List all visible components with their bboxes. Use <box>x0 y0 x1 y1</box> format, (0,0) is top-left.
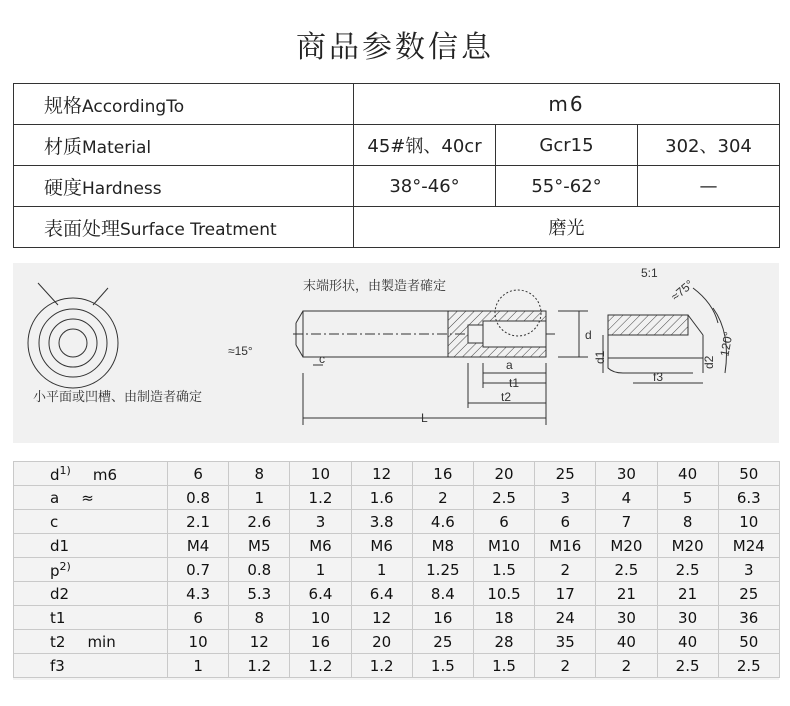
table-cell: 1 <box>351 558 412 582</box>
table-cell: 2 <box>535 558 596 582</box>
label-d1: d1 <box>593 350 607 364</box>
spec-label <box>14 125 354 166</box>
table-cell: 25 <box>412 630 473 654</box>
end-view-circle <box>49 319 97 367</box>
spec-value: 磨光 <box>354 207 780 248</box>
row-key-qualifier: ≈ <box>81 488 94 507</box>
row-key <box>14 486 168 510</box>
spec-row-material <box>14 125 780 166</box>
row-key-label: d <box>50 465 60 484</box>
table-cell: 20 <box>351 630 412 654</box>
table-cell: 30 <box>657 606 718 630</box>
table-cell: 10 <box>290 606 351 630</box>
table-cell: 10.5 <box>473 582 534 606</box>
table-row <box>14 582 780 606</box>
table-cell: 21 <box>596 582 657 606</box>
label-d2: d2 <box>702 355 716 369</box>
angle-75: ≈75° <box>668 277 697 304</box>
detail-hatch <box>608 315 688 335</box>
row-key-footnote: 2) <box>59 559 71 573</box>
spec-label <box>14 166 354 207</box>
table-cell: 10 <box>718 510 779 534</box>
table-cell: 1.5 <box>412 654 473 678</box>
table-cell: 2.5 <box>473 486 534 510</box>
scale-label: 5:1 <box>641 266 658 280</box>
end-view-circle-inner <box>59 329 87 357</box>
table-cell: 1.2 <box>290 486 351 510</box>
table-cell: 2 <box>412 486 473 510</box>
table-cell: M20 <box>657 534 718 558</box>
table-cell: 2.5 <box>718 654 779 678</box>
table-cell: 8 <box>229 606 290 630</box>
row-key <box>14 534 168 558</box>
table-cell: M6 <box>290 534 351 558</box>
table-cell: 40 <box>657 630 718 654</box>
table-cell: 30 <box>596 462 657 486</box>
table-cell: M16 <box>535 534 596 558</box>
label-en: Surface Treatment <box>120 219 277 240</box>
spec-label <box>14 84 354 125</box>
table-cell: 12 <box>229 630 290 654</box>
row-key-label: t2 <box>50 632 66 651</box>
label-en: AccordingTo <box>82 96 185 117</box>
table-row <box>14 606 780 630</box>
spec-row-according-to <box>14 84 780 125</box>
spec-table <box>13 83 780 248</box>
table-cell: 18 <box>473 606 534 630</box>
table-cell: 20 <box>473 462 534 486</box>
table-cell: M5 <box>229 534 290 558</box>
table-cell: 2.1 <box>168 510 229 534</box>
row-key-label: t1 <box>50 608 66 627</box>
table-row <box>14 510 780 534</box>
table-cell: 8 <box>657 510 718 534</box>
spec-value: 45#钢、40cr <box>354 125 496 166</box>
table-row <box>14 630 780 654</box>
table-cell: 50 <box>718 630 779 654</box>
angle-120: 120° <box>717 330 736 358</box>
row-key-qualifier: min <box>87 632 116 651</box>
table-cell: 5 <box>657 486 718 510</box>
row-key-footnote: 1) <box>59 463 71 477</box>
row-key <box>14 630 168 654</box>
table-cell: M4 <box>168 534 229 558</box>
table-cell: 6 <box>473 510 534 534</box>
table-cell: 7 <box>596 510 657 534</box>
row-key-label: c <box>50 512 59 531</box>
spec-row-hardness <box>14 166 780 207</box>
label-cn: 规格 <box>44 94 83 117</box>
table-cell: 16 <box>412 606 473 630</box>
spec-value: 55°-62° <box>496 166 638 207</box>
table-cell: 4.6 <box>412 510 473 534</box>
table-cell: 25 <box>535 462 596 486</box>
table-cell: 16 <box>290 630 351 654</box>
table-cell: 8.4 <box>412 582 473 606</box>
table-cell: M10 <box>473 534 534 558</box>
table-cell: 0.8 <box>168 486 229 510</box>
table-cell: 2.6 <box>229 510 290 534</box>
table-cell: 3 <box>535 486 596 510</box>
table-cell: 30 <box>596 606 657 630</box>
table-cell: 28 <box>473 630 534 654</box>
table-cell: 12 <box>351 462 412 486</box>
table-row <box>14 558 780 582</box>
dimension-table <box>13 461 779 680</box>
technical-drawing <box>13 263 779 443</box>
spec-value: 38°-46° <box>354 166 496 207</box>
table-cell: 8 <box>229 462 290 486</box>
table-cell: M24 <box>718 534 779 558</box>
table-cell: 24 <box>535 606 596 630</box>
table-cell: 6 <box>168 462 229 486</box>
spec-value: — <box>638 166 780 207</box>
table-cell: 1.6 <box>351 486 412 510</box>
table-cell: 4.3 <box>168 582 229 606</box>
table-row <box>14 462 780 486</box>
table-cell: 1 <box>168 654 229 678</box>
table-cell: 40 <box>596 630 657 654</box>
spec-label <box>14 207 354 248</box>
table-cell: M8 <box>412 534 473 558</box>
table-cell: 1.2 <box>229 654 290 678</box>
table-cell: 5.3 <box>229 582 290 606</box>
spec-value: Gcr15 <box>496 125 638 166</box>
table-cell: 1 <box>290 558 351 582</box>
table-cell: 1.2 <box>290 654 351 678</box>
label-a: a <box>506 358 513 372</box>
table-cell: 6.3 <box>718 486 779 510</box>
row-key <box>14 510 168 534</box>
table-cell: 1.2 <box>351 654 412 678</box>
table-cell: 10 <box>290 462 351 486</box>
table-cell: 2.5 <box>596 558 657 582</box>
table-cell: M20 <box>596 534 657 558</box>
page-title: 商品参数信息 <box>296 30 494 65</box>
label-L: L <box>421 411 428 425</box>
table-cell: 2.5 <box>657 654 718 678</box>
table-cell: 6.4 <box>290 582 351 606</box>
label-cn: 表面处理 <box>44 217 121 240</box>
table-cell: 4 <box>596 486 657 510</box>
table-cell: 50 <box>718 462 779 486</box>
table-cell: 35 <box>535 630 596 654</box>
spec-row-surface-treatment <box>14 207 780 248</box>
table-row <box>14 654 780 678</box>
table-cell: 0.8 <box>229 558 290 582</box>
table-cell: 3.8 <box>351 510 412 534</box>
row-key-label: a <box>50 488 60 507</box>
angle-15: ≈15° <box>228 344 253 358</box>
table-cell: 16 <box>412 462 473 486</box>
label-t1: t1 <box>509 376 520 390</box>
table-cell: 6.4 <box>351 582 412 606</box>
row-key-label: f3 <box>50 656 65 675</box>
label-c: c <box>319 352 325 366</box>
row-key <box>14 654 168 678</box>
spec-value: m6 <box>354 84 780 125</box>
table-cell: 40 <box>657 462 718 486</box>
row-key-qualifier: m6 <box>92 465 117 484</box>
table-cell: 0.7 <box>168 558 229 582</box>
table-cell: 1.25 <box>412 558 473 582</box>
label-f3: f3 <box>653 370 664 384</box>
table-cell: 1.5 <box>473 558 534 582</box>
note-top: 末端形状，由製造者確定 <box>303 278 447 293</box>
table-cell: 36 <box>718 606 779 630</box>
table-cell: 3 <box>718 558 779 582</box>
row-key-label: d2 <box>50 584 70 603</box>
table-row <box>14 486 780 510</box>
table-cell: M6 <box>351 534 412 558</box>
table-cell: 2.5 <box>657 558 718 582</box>
table-cell: 6 <box>168 606 229 630</box>
drawing-svg <box>13 263 779 443</box>
table-cell: 10 <box>168 630 229 654</box>
table-cell: 2 <box>535 654 596 678</box>
end-view-circle-outer <box>28 298 118 388</box>
label-en: Material <box>82 137 152 158</box>
table-cell: 25 <box>718 582 779 606</box>
table-cell: 1.5 <box>473 654 534 678</box>
table-cell: 2 <box>596 654 657 678</box>
row-key <box>14 558 168 582</box>
table-cell: 3 <box>290 510 351 534</box>
table-cell: 6 <box>535 510 596 534</box>
label-en: Hardness <box>82 178 162 199</box>
row-key-label: p <box>50 561 60 580</box>
table-cell: 21 <box>657 582 718 606</box>
table-cell: 17 <box>535 582 596 606</box>
row-key <box>14 582 168 606</box>
table-row <box>14 534 780 558</box>
row-key <box>14 462 168 486</box>
row-key-label: d1 <box>50 536 70 555</box>
label-cn: 材质 <box>44 135 83 158</box>
label-t2: t2 <box>501 390 512 404</box>
table-cell: 1 <box>229 486 290 510</box>
label-d: d <box>585 328 592 342</box>
spec-value: 302、304 <box>638 125 780 166</box>
note-left: 小平面或凹槽、由制造者确定 <box>33 389 203 404</box>
label-cn: 硬度 <box>44 176 83 199</box>
row-key <box>14 606 168 630</box>
table-cell: 12 <box>351 606 412 630</box>
